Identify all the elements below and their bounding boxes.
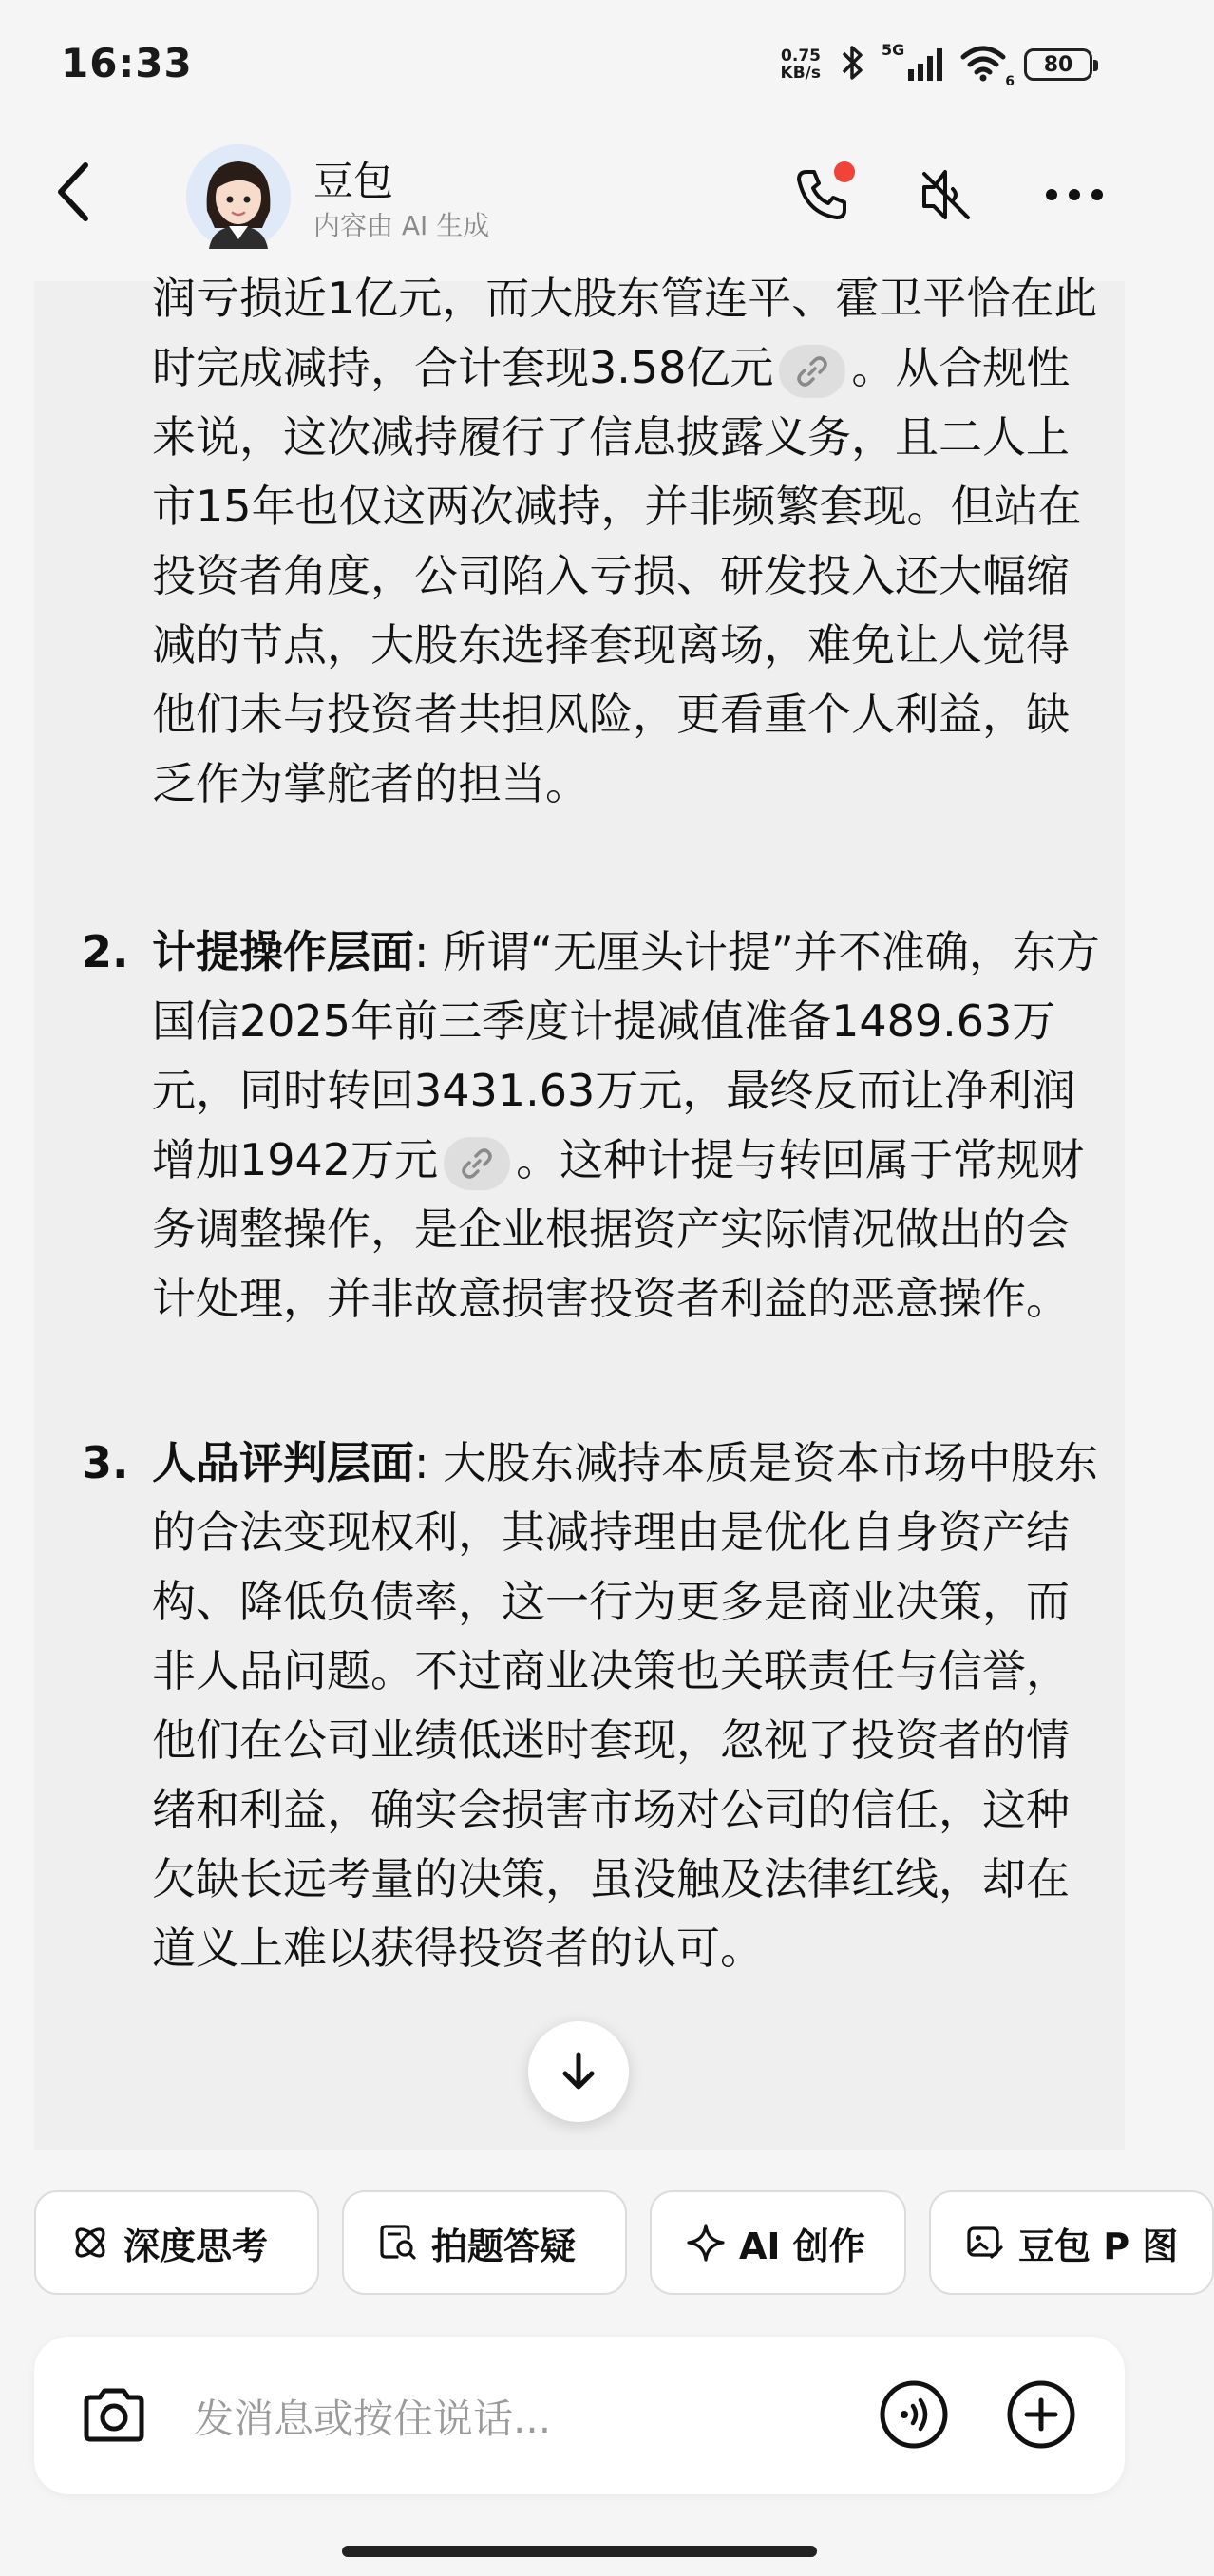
item-2-text-b: 。这种计提与转回属于常规财务调整操作，是企业根据资产实际情况做出的会计处理，并非故意损害投资者利益的恶意操作。 <box>152 1134 1085 1324</box>
notification-dot <box>834 161 855 182</box>
voice-wave-icon <box>879 2379 949 2450</box>
source-link[interactable] <box>444 1137 510 1190</box>
cellular-signal-icon <box>882 41 942 81</box>
list-item-3 <box>152 1429 1102 1983</box>
chip-label: AI 创作 <box>739 2225 865 2267</box>
add-attachment-button[interactable] <box>1005 2378 1077 2451</box>
chip-image-edit[interactable] <box>929 2190 1214 2295</box>
chip-label: 深度思考 <box>123 2225 269 2267</box>
wifi-icon <box>959 44 1015 89</box>
item-3-number: 3. <box>82 1437 129 1488</box>
bluetooth-icon <box>838 44 866 85</box>
source-link[interactable] <box>779 345 845 398</box>
atom-icon <box>70 2223 110 2263</box>
link-icon <box>460 1146 494 1181</box>
battery-level: 80 <box>1043 52 1073 77</box>
message-bubble <box>34 273 1125 2150</box>
ai-generated-note: 内容由 AI 生成 <box>313 210 490 241</box>
paragraph-1-text-a: 润亏损近1亿元，而大股东管连平、霍卫平恰在此时完成减持，合计套现3.58亿元 <box>152 273 1098 393</box>
chip-label: 豆包 P 图 <box>1018 2225 1179 2267</box>
paragraph-1 <box>152 264 1102 819</box>
bot-name: 豆包 <box>313 158 394 204</box>
sparkle-icon <box>686 2223 726 2263</box>
chip-deep-thinking[interactable] <box>34 2190 319 2295</box>
mute-button[interactable] <box>912 161 978 228</box>
more-dots-icon <box>1044 187 1105 202</box>
chip-photo-question[interactable] <box>342 2190 627 2295</box>
item-3-text: : 大股东减持本质是资本市场中股东的合法变现权利，其减持理由是优化自身资产结构、降低负债率，这一行为更多是商业决策，而非人品问题。不过商业决策也关联责任与信誉，他们在公司业绩低迷时套现，忽视了投资者的情绪和利益，确实会损害市场对公司的信任，这种欠缺长远考量的决策，虽没触及法律红线，却在道义上难以获得投资者的认可。 <box>152 1437 1099 1974</box>
camera-icon <box>81 2386 147 2445</box>
speaker-muted-icon <box>917 166 974 223</box>
quick-action-bar <box>34 2190 1179 2299</box>
wifi-label: 6 <box>1005 74 1015 89</box>
message-input[interactable]: 发消息或按住说话... <box>194 2396 552 2442</box>
net-speed-unit: KB/s <box>780 64 821 83</box>
arrow-down-icon <box>560 2051 598 2093</box>
scroll-to-bottom-button[interactable] <box>528 2021 629 2122</box>
status-bar <box>0 0 1159 133</box>
paragraph-1-text-b: 。从合规性来说，这次减持履行了信息披露义务，且二人上市15年也仅这两次减持，并非频繁套现。但站在投资者角度，公司陷入亏损、研发投入还大幅缩减的节点，大股东选择套现离场，难免让人觉得他们未与投资者共担风险，更看重个人利益，缺乏作为掌舵者的担当。 <box>152 342 1082 809</box>
item-2-number: 2. <box>82 926 129 977</box>
chevron-left-icon <box>55 161 93 222</box>
more-button[interactable] <box>1041 161 1108 228</box>
item-2-text-a: : 所谓“无厘头计提”并不准确，东方国信2025年前三季度计提减值准备1489.63万元，同时转回3431.63万元，最终反而让净利润增加1942万元 <box>152 926 1100 1185</box>
chat-header <box>0 133 1159 275</box>
list-item-2 <box>152 918 1102 1334</box>
home-indicator[interactable] <box>342 2546 817 2557</box>
link-icon <box>795 354 829 388</box>
message-input-bar <box>34 2337 1125 2494</box>
battery-icon <box>1024 48 1092 81</box>
plus-circle-icon <box>1006 2379 1076 2450</box>
camera-button[interactable] <box>78 2382 150 2449</box>
net-speed-value: 0.75 <box>781 47 821 66</box>
item-3-title: 人品评判层面 <box>152 1437 414 1488</box>
signal-label: 5G <box>882 41 905 59</box>
status-icons <box>781 38 1092 91</box>
item-2-title: 计提操作层面 <box>152 926 414 977</box>
clock: 16:33 <box>61 40 193 86</box>
image-edit-icon <box>965 2223 1005 2263</box>
photo-search-icon <box>378 2223 418 2263</box>
voice-call-button[interactable] <box>878 2378 950 2451</box>
avatar[interactable] <box>186 144 291 249</box>
net-speed <box>781 47 821 82</box>
back-button[interactable] <box>46 154 103 230</box>
chip-label: 拍题答疑 <box>431 2225 577 2267</box>
chip-ai-create[interactable] <box>650 2190 906 2295</box>
